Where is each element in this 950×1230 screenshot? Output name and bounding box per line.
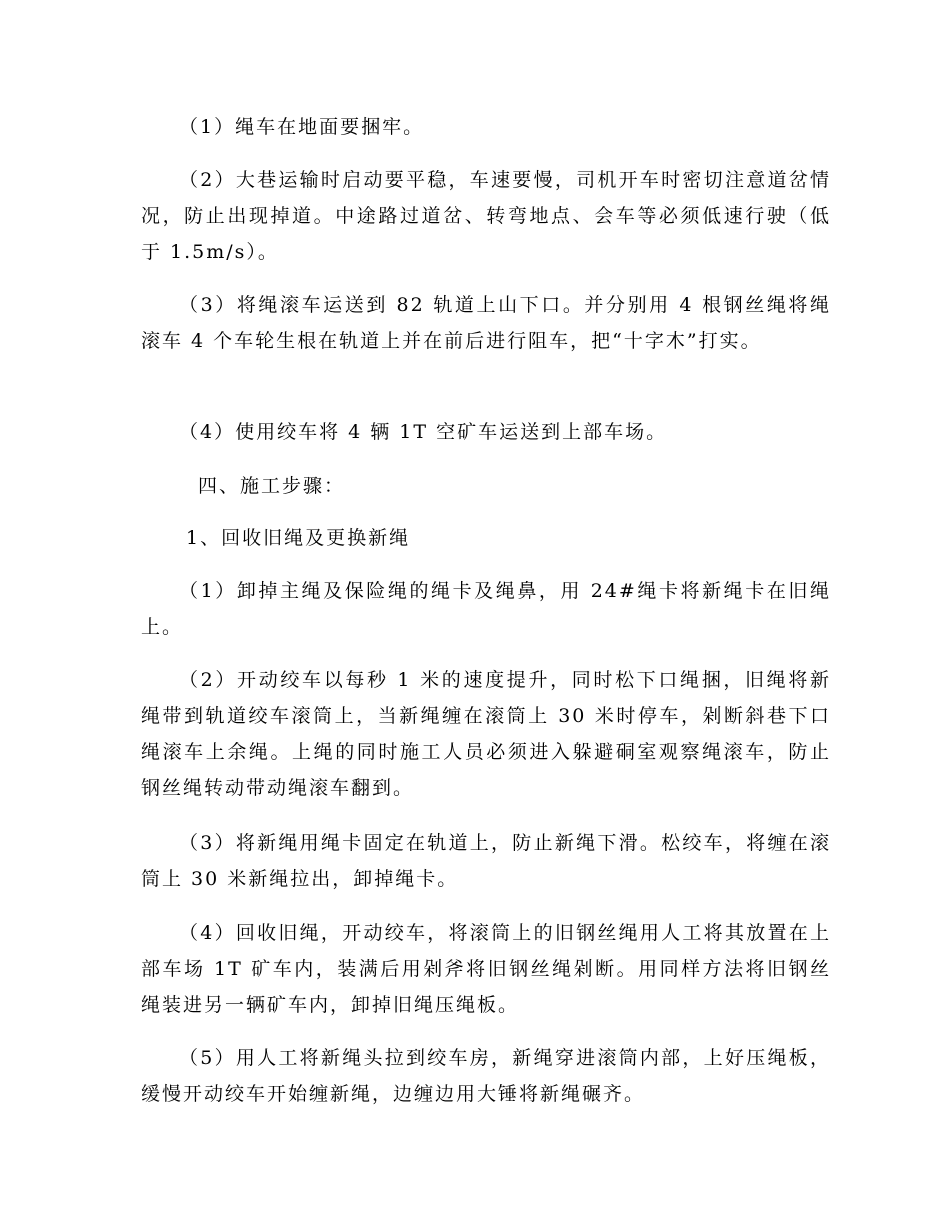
paragraph-8: （4）回收旧绳，开动绞车，将滚筒上的旧钢丝绳用人工将其放置在上部车场 1T 矿车内，装满后用剁斧将旧钢丝绳剁断。用同样方法将旧钢丝绳装进另一辆矿车内，卸掉旧绳压绳板。 [141, 922, 831, 1016]
paragraph-7: （3）将新绳用绳卡固定在轨道上，防止新绳下滑。松绞车，将缠在滚筒上 30 米新绳拉出，卸掉绳卡。 [141, 832, 831, 890]
paragraph-5: （1）卸掉主绳及保险绳的绳卡及绳鼻，用 24#绳卡将新绳卡在旧绳上。 [141, 580, 831, 638]
paragraph-9: （5）用人工将新绳头拉到绞车房，新绳穿进滚筒内部，上好压绳板，缓慢开动绞车开始缠新绳，边缠边用大锤将新绳碾齐。 [141, 1047, 831, 1105]
paragraph-6: （2）开动绞车以每秒 1 米的速度提升，同时松下口绳捆，旧绳将新绳带到轨道绞车滚筒上，当新绳缠在滚筒上 30 米时停车，剁断斜巷下口绳滚车上余绳。上绳的同时施工人员必须进入躲避硐室观察绳滚车，防止钢丝绳转动带动绳滚车翻到。 [141, 669, 831, 799]
subsection-heading: 1、回收旧绳及更换新绳 [186, 527, 411, 549]
section-heading: 四、施工步骤： [198, 475, 346, 497]
paragraph-2: （2）大巷运输时启动要平稳，车速要慢，司机开车时密切注意道岔情况，防止出现掉道。中途路过道岔、转弯地点、会车等必须低速行驶（低于 1.5m/s）。 [141, 169, 831, 263]
paragraph-3: （3）将绳滚车运送到 82 轨道上山下口。并分别用 4 根钢丝绳将绳滚车 4 个车轮生根在轨道上并在前后进行阻车，把“十字木”打实。 [141, 294, 831, 352]
paragraph-1: （1）绳车在地面要捆牢。 [179, 116, 425, 138]
paragraph-4: （4）使用绞车将 4 辆 1T 空矿车运送到上部车场。 [179, 421, 668, 443]
